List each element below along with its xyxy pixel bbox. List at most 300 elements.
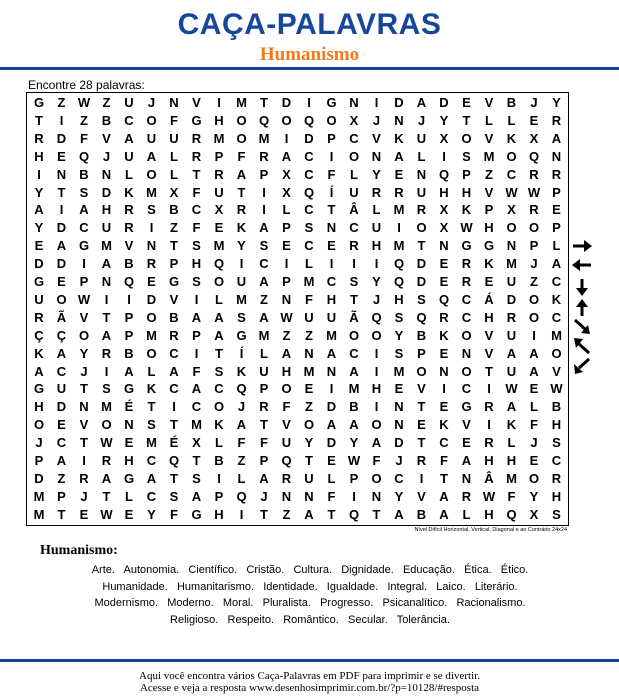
grid-letter: I	[262, 184, 266, 200]
grid-letter: Y	[349, 435, 359, 451]
grid-letter: T	[192, 453, 201, 468]
grid-letter: A	[34, 202, 44, 218]
grid-letter: S	[102, 381, 111, 397]
grid-letter: P	[349, 470, 359, 486]
grid-letter: R	[461, 274, 472, 289]
grid-letter: M	[506, 256, 517, 272]
grid-letter: A	[551, 256, 562, 272]
grid-letter: P	[484, 202, 494, 218]
grid-letter: D	[439, 95, 449, 110]
grid-letter: S	[192, 274, 201, 289]
grid-letter: T	[215, 345, 223, 361]
grid-letter: Ã	[349, 309, 359, 325]
grid-letter: J	[260, 488, 268, 504]
grid-letter: P	[214, 488, 224, 504]
grid-letter: A	[56, 453, 67, 468]
grid-letter: X	[169, 184, 179, 200]
grid-letter: X	[439, 220, 449, 236]
grid-letter: T	[350, 291, 358, 307]
grid-letter: Y	[147, 506, 156, 522]
grid-letter: M	[191, 417, 202, 433]
grid-letter: J	[530, 256, 538, 272]
grid-letter: O	[348, 148, 360, 164]
grid-letter: R	[191, 130, 202, 146]
grid-letter: O	[371, 470, 382, 486]
grid-letter: C	[349, 345, 359, 361]
grid-letter: E	[124, 435, 134, 451]
grid-letter: P	[327, 130, 336, 146]
grid-letter: W	[347, 453, 361, 468]
grid-letter: E	[304, 381, 314, 397]
grid-letter: M	[236, 95, 247, 110]
grid-letter: M	[236, 291, 247, 307]
grid-letter: M	[258, 327, 270, 343]
grid-letter: K	[34, 345, 44, 361]
grid-letter: C	[461, 309, 472, 325]
grid-letter: T	[57, 506, 66, 522]
grid-letter: C	[326, 274, 337, 289]
grid-letter: N	[326, 363, 337, 379]
grid-letter: M	[551, 327, 562, 343]
grid-letter: C	[169, 345, 179, 361]
grid-letter: I	[374, 95, 379, 110]
grid-letter: I	[307, 95, 311, 110]
grid-letter: G	[326, 95, 337, 110]
grid-letter: F	[327, 488, 336, 504]
grid-letter: R	[529, 202, 539, 218]
grid-letter: R	[146, 256, 157, 272]
grid-letter: I	[217, 470, 221, 486]
arrow-down-right-icon	[571, 318, 593, 336]
grid-letter: D	[56, 130, 67, 146]
grid-letter: C	[124, 112, 134, 128]
grid-letter: Q	[393, 274, 405, 289]
grid-letter: Q	[281, 453, 292, 468]
grid-letter: L	[305, 256, 313, 272]
grid-letter: G	[236, 327, 247, 343]
grid-letter: R	[101, 345, 112, 361]
word-item: Humanidade.	[102, 580, 168, 593]
grid-letter: I	[442, 148, 446, 164]
grid-letter: S	[552, 435, 561, 451]
grid-letter: J	[102, 148, 111, 164]
grid-letter: X	[507, 202, 516, 218]
grid-letter: R	[416, 453, 427, 468]
grid-letter: A	[304, 506, 314, 522]
grid-letter: M	[393, 238, 405, 254]
grid-letter: G	[123, 470, 135, 486]
grid-letter: L	[372, 202, 381, 218]
word-item: Cristão.	[246, 564, 285, 576]
grid-letter: M	[303, 363, 315, 379]
grid-letter: S	[349, 274, 359, 289]
grid-letter: N	[551, 148, 562, 164]
grid-letter: Q	[213, 256, 225, 272]
arrow-right-icon	[571, 237, 593, 255]
grid-letter: Q	[348, 506, 360, 522]
grid-letter: Q	[258, 112, 270, 128]
grid-letter: O	[146, 166, 157, 182]
grid-letter: V	[124, 238, 134, 254]
grid-letter: P	[169, 256, 179, 272]
grid-letter: B	[124, 256, 134, 272]
grid-letter: G	[33, 381, 45, 397]
grid-letter: A	[214, 327, 224, 343]
grid-letter: I	[419, 470, 424, 486]
grid-letter: A	[259, 274, 269, 289]
grid-letter: N	[439, 363, 449, 379]
grid-letter: T	[260, 95, 268, 110]
word-list-line	[30, 595, 590, 612]
grid-letter: O	[101, 417, 112, 433]
grid-letter: D	[506, 291, 517, 307]
word-item: Integral.	[387, 580, 428, 593]
grid-letter: V	[282, 417, 291, 433]
grid-letter: I	[442, 381, 446, 397]
grid-letter: F	[282, 399, 291, 415]
grid-letter: J	[372, 112, 381, 128]
word-item: Modernismo.	[94, 597, 159, 609]
grid-letter: N	[101, 274, 112, 289]
grid-letter: T	[462, 112, 471, 128]
grid-letter: S	[304, 220, 314, 236]
grid-letter: N	[169, 95, 179, 110]
grid-letter: U	[371, 220, 382, 236]
grid-letter: C	[56, 435, 67, 451]
grid-letter: E	[439, 256, 449, 272]
grid-letter: W	[100, 435, 113, 451]
header-divider	[0, 67, 619, 70]
grid-letter: G	[33, 274, 45, 289]
grid-letter: O	[461, 327, 472, 343]
grid-letter: E	[394, 166, 404, 182]
grid-letter: O	[56, 291, 67, 307]
grid-letter: I	[194, 291, 199, 307]
grid-letter: J	[147, 95, 156, 110]
grid-letter: I	[487, 417, 491, 433]
page-title: CAÇA-PALAVRAS	[177, 8, 442, 41]
grid-letter: M	[393, 363, 405, 379]
grid-letter: O	[236, 112, 247, 128]
grid-letter: H	[214, 506, 224, 522]
grid-letter: N	[326, 220, 337, 236]
grid-letter: F	[440, 453, 448, 468]
grid-letter: C	[56, 363, 67, 379]
grid-letter: O	[78, 327, 90, 343]
grid-letter: Y	[372, 166, 381, 182]
grid-letter: B	[349, 399, 359, 415]
grid-letter: U	[56, 381, 67, 397]
arrow-down-icon	[571, 279, 593, 297]
grid-letter: M	[146, 184, 157, 200]
grid-letter: B	[416, 327, 427, 343]
grid-letter: Ã	[56, 309, 67, 325]
grid-letter: U	[124, 95, 134, 110]
grid-letter: F	[192, 184, 201, 200]
grid-letter: Y	[34, 220, 44, 236]
grid-letter: E	[484, 274, 494, 289]
grid-letter: B	[101, 112, 112, 128]
grid-letter: U	[326, 309, 337, 325]
grid-letter: K	[439, 327, 449, 343]
grid-letter: N	[461, 470, 472, 486]
grid-letter: C	[191, 399, 202, 415]
grid-letter: X	[439, 130, 449, 146]
grid-letter: P	[124, 327, 134, 343]
grid-letter: R	[551, 112, 562, 128]
grid-letter: V	[484, 130, 494, 146]
grid-letter: I	[172, 399, 176, 415]
grid-letter: P	[57, 488, 66, 504]
grid-letter: A	[214, 309, 224, 325]
grid-letter: R	[214, 166, 224, 182]
grid-letter: I	[374, 363, 379, 379]
grid-letter: V	[417, 488, 426, 504]
grid-letter: C	[214, 381, 224, 397]
grid-letter: O	[213, 399, 225, 415]
instruction-text: Encontre 28 palavras:	[28, 78, 145, 92]
grid-letter: B	[79, 166, 89, 182]
grid-letter: P	[124, 309, 134, 325]
grid-letter: E	[327, 453, 336, 468]
word-item: Moral.	[222, 597, 254, 609]
grid-letter: U	[416, 130, 427, 146]
word-item: Laico.	[436, 580, 466, 593]
grid-letter: O	[146, 345, 157, 361]
grid-letter: R	[34, 309, 44, 325]
grid-letter: H	[484, 453, 494, 468]
grid-letter: E	[394, 381, 404, 397]
word-item: Literário.	[474, 580, 518, 593]
grid-letter: E	[57, 417, 66, 433]
grid-letter: K	[506, 130, 517, 146]
grid-letter: Y	[237, 238, 246, 254]
grid-letter: M	[483, 148, 495, 164]
grid-letter: A	[394, 148, 404, 164]
grid-letter: M	[326, 327, 337, 343]
grid-letter: H	[551, 417, 562, 433]
grid-letter: L	[530, 399, 538, 415]
grid-letter: R	[551, 470, 562, 486]
grid-letter: K	[236, 363, 247, 379]
grid-letter: H	[281, 363, 292, 379]
grid-letter: N	[281, 488, 292, 504]
grid-letter: S	[192, 470, 201, 486]
grid-letter: N	[79, 399, 89, 415]
grid-letter: N	[394, 399, 404, 415]
grid-letter: H	[484, 220, 494, 236]
grid-letter: Z	[260, 291, 268, 307]
grid-letter: A	[326, 417, 337, 433]
grid-letter: N	[439, 238, 449, 254]
grid-letter: D	[304, 130, 314, 146]
grid-letter: X	[349, 112, 359, 128]
grid-letter: L	[170, 166, 178, 182]
grid-letter: R	[101, 453, 112, 468]
grid-letter: W	[77, 291, 91, 307]
grid-letter: F	[260, 435, 268, 451]
grid-letter: E	[529, 453, 539, 468]
grid-letter: K	[146, 381, 157, 397]
grid-letter: R	[236, 202, 247, 218]
grid-letter: M	[213, 238, 225, 254]
grid-letter: C	[146, 488, 157, 504]
grid-letter: B	[506, 95, 517, 110]
grid-letter: M	[393, 202, 405, 218]
grid-letter: R	[79, 470, 89, 486]
grid-letter: C	[551, 453, 562, 468]
grid-letter: Z	[305, 399, 313, 415]
grid-letter: Í	[239, 345, 244, 361]
grid-letter: Y	[304, 435, 314, 451]
grid-letter: N	[56, 166, 67, 182]
grid-letter: L	[327, 470, 336, 486]
grid-letter: T	[192, 166, 201, 182]
grid-letter: N	[461, 345, 472, 361]
grid-letter: U	[304, 470, 314, 486]
grid-letter: O	[33, 417, 45, 433]
grid-letter: I	[194, 345, 199, 361]
grid-letter: O	[506, 220, 517, 236]
grid-letter: P	[282, 274, 291, 289]
grid-letter: I	[82, 453, 86, 468]
grid-letter: J	[80, 363, 88, 379]
word-item: Científico.	[188, 564, 238, 576]
grid-letter: R	[259, 148, 269, 164]
grid-letter: D	[416, 256, 427, 272]
grid-letter: L	[237, 470, 246, 486]
grid-letter: E	[147, 274, 156, 289]
grid-letter: L	[260, 345, 268, 361]
grid-letter: É	[124, 399, 134, 415]
grid-letter: Q	[236, 381, 247, 397]
grid-letter: J	[530, 95, 538, 110]
word-item: Arte.	[91, 564, 115, 576]
grid-letter: S	[147, 202, 156, 218]
grid-letter: O	[551, 345, 562, 361]
grid-letter: A	[506, 399, 517, 415]
grid-letter: P	[282, 220, 291, 236]
grid-letter: A	[56, 238, 67, 254]
grid-letter: E	[214, 220, 224, 236]
grid-letter: G	[483, 238, 495, 254]
grid-letter: Z	[530, 274, 538, 289]
word-item: Psicanalítico.	[382, 597, 448, 609]
grid-letter: E	[439, 345, 449, 361]
grid-letter: Z	[102, 95, 111, 110]
grid-letter: A	[191, 381, 202, 397]
grid-letter: H	[214, 112, 224, 128]
grid-letter: U	[506, 327, 517, 343]
grid-letter: C	[349, 220, 359, 236]
grid-letter: T	[102, 309, 111, 325]
grid-letter: N	[371, 148, 382, 164]
grid-letter: K	[439, 417, 449, 433]
grid-letter: C	[461, 381, 472, 397]
grid-letter: I	[59, 112, 64, 128]
grid-letter: R	[461, 256, 472, 272]
grid-letter: P	[259, 166, 269, 182]
grid-letter: U	[124, 148, 134, 164]
grid-letter: V	[484, 95, 494, 110]
grid-letter: U	[506, 363, 517, 379]
grid-letter: D	[34, 256, 44, 272]
grid-letter: Z	[57, 95, 66, 110]
grid-letter: D	[281, 95, 292, 110]
grid-letter: H	[484, 309, 494, 325]
grid-letter: E	[462, 95, 471, 110]
grid-letter: C	[259, 256, 269, 272]
grid-letter: T	[372, 506, 381, 522]
arrow-up-left-icon	[571, 337, 593, 355]
arrow-up-icon	[571, 298, 593, 316]
grid-letter: A	[56, 345, 67, 361]
grid-letter: V	[417, 381, 426, 397]
grid-letter: I	[352, 488, 356, 504]
grid-letter: A	[551, 130, 562, 146]
grid-letter: S	[79, 184, 89, 200]
grid-letter: R	[191, 148, 202, 164]
grid-letter: I	[284, 130, 289, 146]
grid-letter: I	[329, 148, 334, 164]
grid-letter: R	[371, 184, 382, 200]
grid-letter: U	[214, 184, 224, 200]
grid-letter: M	[33, 506, 45, 522]
grid-letter: Y	[552, 95, 561, 110]
grid-letter: J	[395, 453, 403, 468]
grid-letter: H	[551, 488, 562, 504]
grid-letter: Q	[123, 274, 135, 289]
grid-letter: D	[146, 291, 157, 307]
grid-letter: Y	[529, 488, 539, 504]
grid-letter: D	[56, 256, 67, 272]
grid-letter: C	[551, 274, 562, 289]
grid-letter: I	[329, 256, 334, 272]
grid-letter: Q	[506, 506, 517, 522]
grid-letter: A	[101, 327, 112, 343]
grid-letter: Ç	[34, 327, 44, 343]
grid-letter: G	[191, 506, 202, 522]
grid-letter: J	[372, 291, 381, 307]
grid-letter: F	[305, 291, 313, 307]
grid-letter: F	[237, 148, 246, 164]
grid-letter: Y	[439, 112, 449, 128]
grid-letter: U	[304, 309, 314, 325]
grid-letter: A	[349, 417, 359, 433]
grid-letter: K	[124, 184, 134, 200]
grid-letter: I	[374, 256, 379, 272]
grid-letter: O	[528, 291, 540, 307]
grid-letter: M	[146, 327, 157, 343]
grid-letter: T	[327, 506, 336, 522]
grid-letter: A	[259, 220, 269, 236]
grid-letter: P	[214, 148, 224, 164]
word-item: Racionalismo.	[456, 597, 526, 609]
grid-letter: T	[57, 184, 66, 200]
grid-letter: O	[528, 220, 540, 236]
grid-letter: I	[239, 256, 244, 272]
word-item: Pluralista.	[262, 597, 311, 609]
grid-letter: K	[551, 291, 562, 307]
grid-letter: H	[506, 453, 517, 468]
grid-letter: N	[146, 238, 157, 254]
grid-letter: E	[124, 506, 134, 522]
grid-letter: M	[258, 130, 270, 146]
grid-letter: Y	[394, 488, 404, 504]
grid-letter: S	[394, 345, 404, 361]
grid-letter: U	[281, 435, 292, 451]
grid-letter: D	[394, 95, 404, 110]
